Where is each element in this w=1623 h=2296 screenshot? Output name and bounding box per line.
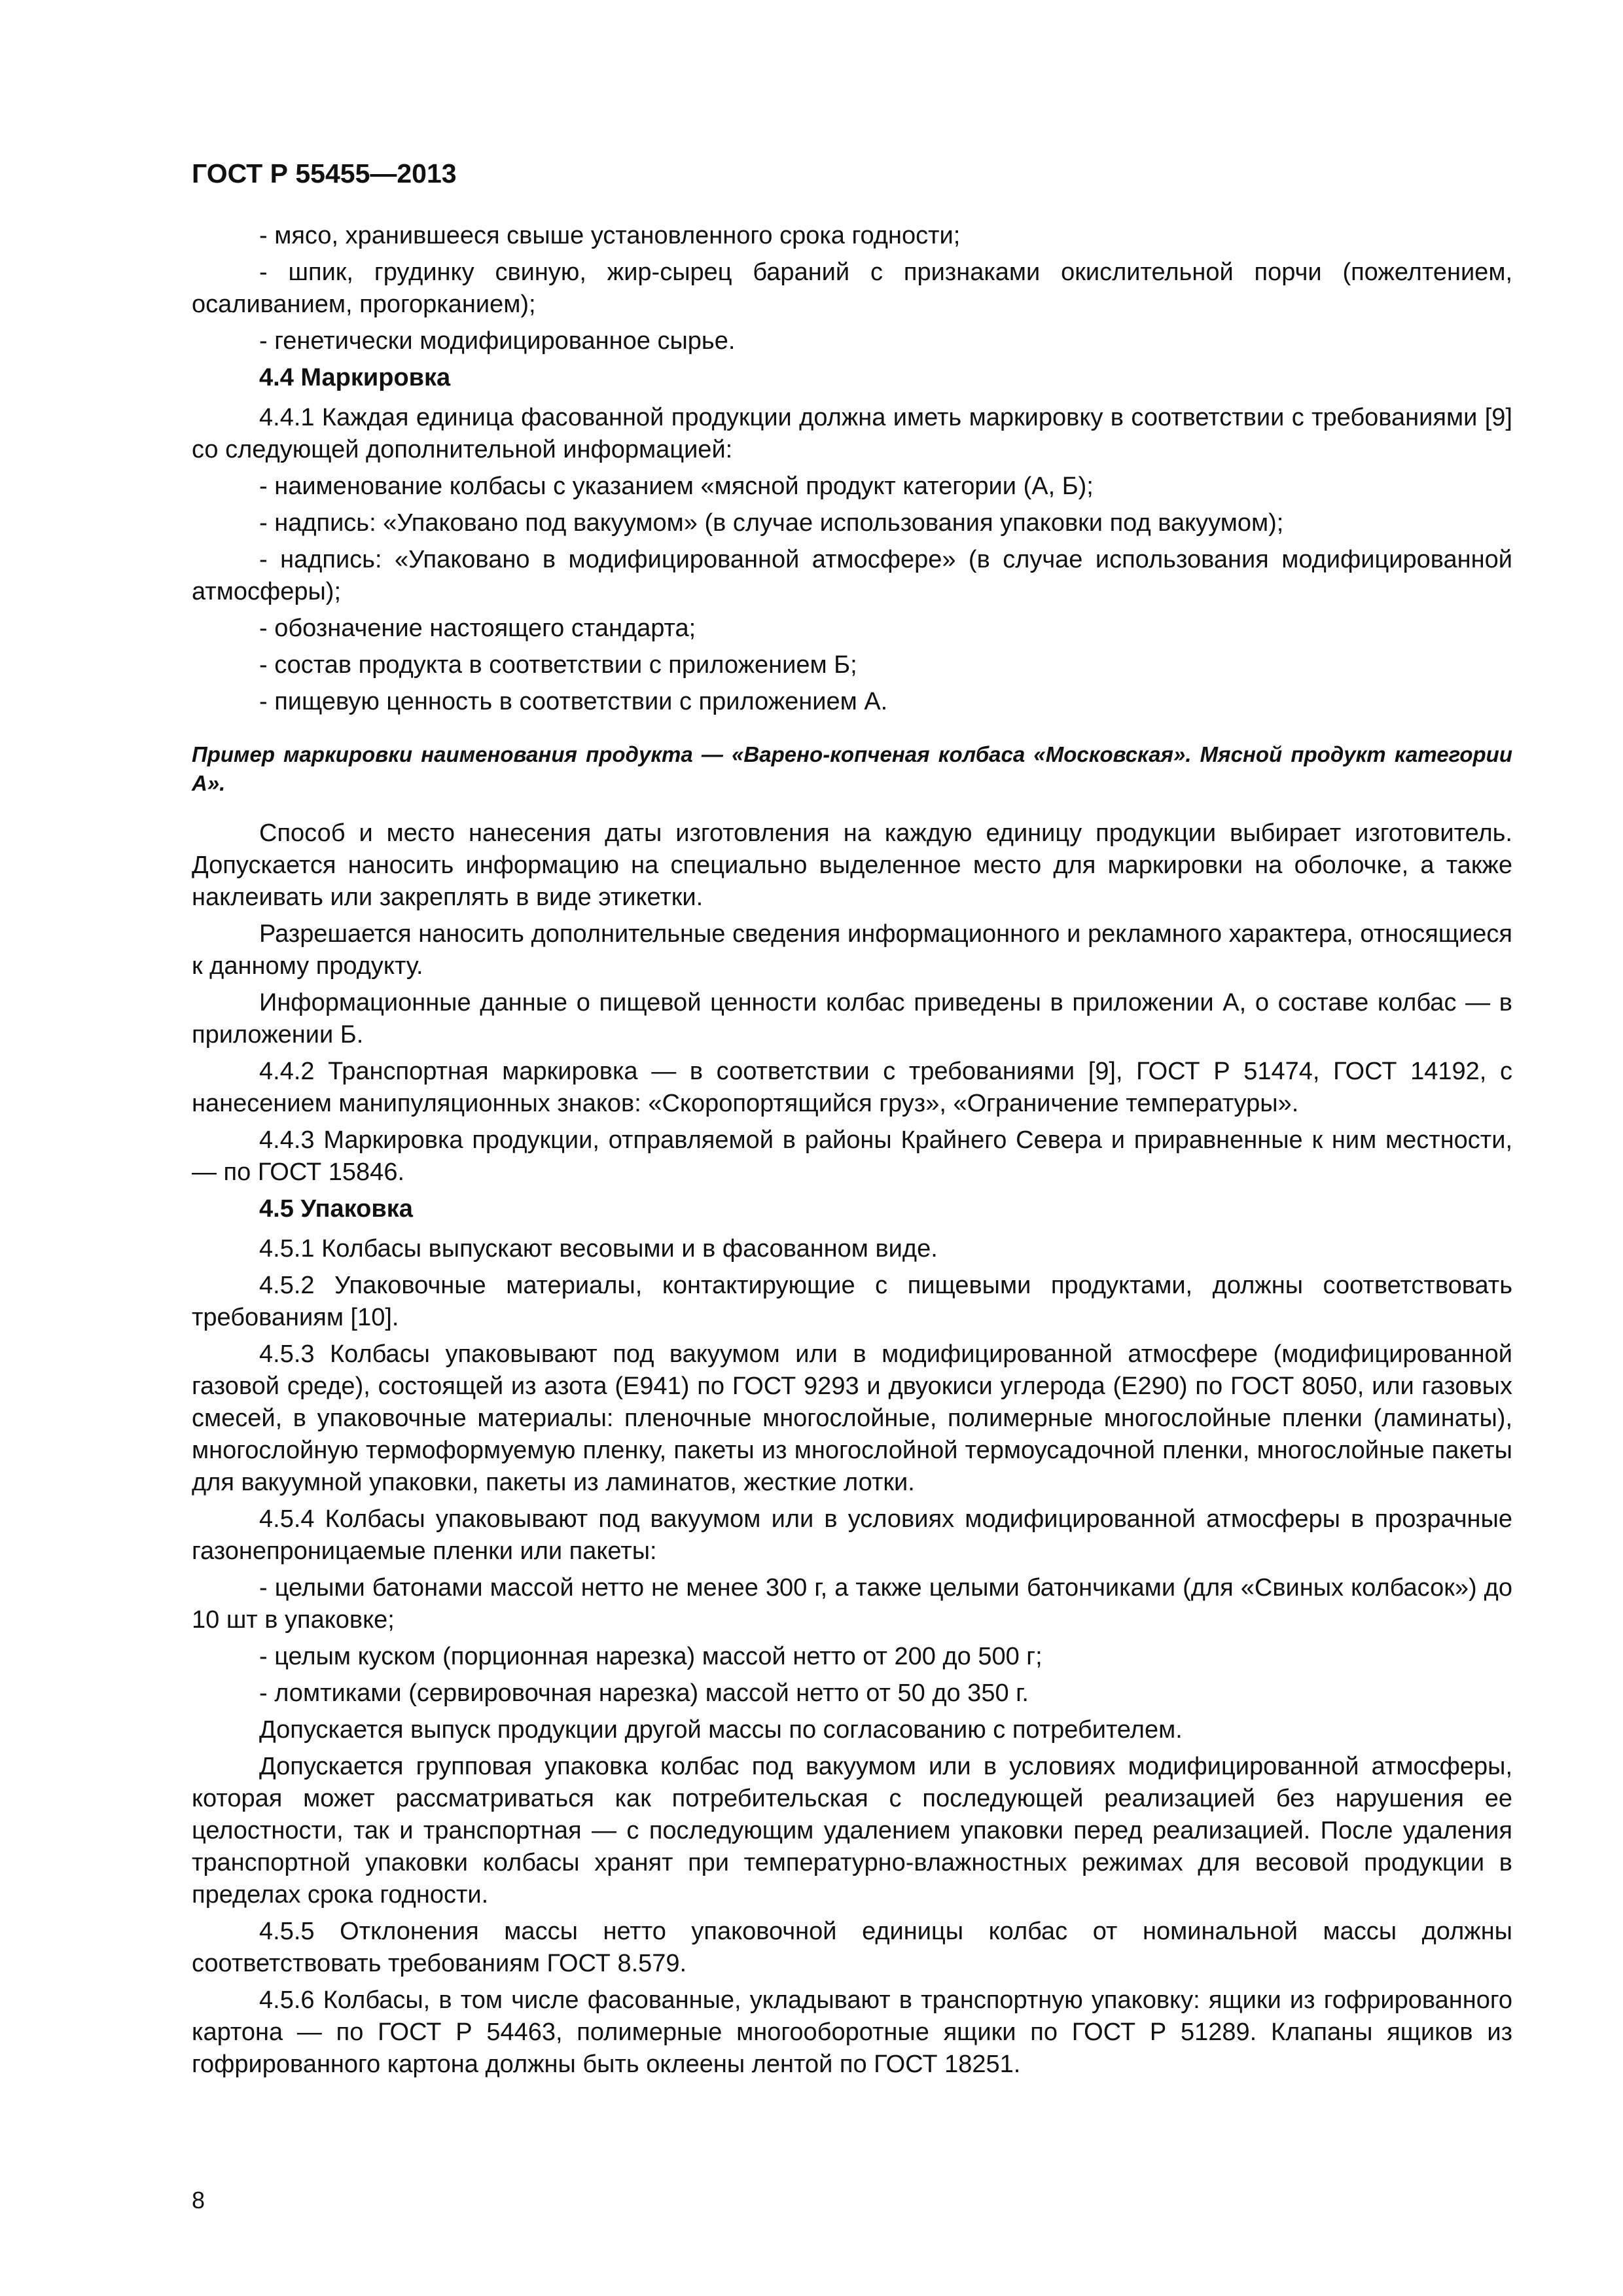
paragraph: 4.5.4 Колбасы упаковывают под вакуумом или в условиях модифицированной атмосферы в прозрачные газонепроницаемые пленки или пакеты: (192, 1505, 1512, 1565)
paragraph: 4.5.3 Колбасы упаковывают под вакуумом или в модифицированной атмосфере (модифицированной газовой среде), состоящей из азота (Е941) по ГОСТ 9293 и двуокиси углерода (Е290) по ГОСТ 8050, или газовых смесей, в упаковочные материалы: пленочные многослойные, полимерные многослойные пленки (ламинаты), многослойную термоформуемую пленку, пакеты из многослойной термоусадочной пленки, многослойные пакеты для вакуумной упаковки, пакеты из ламинатов, жесткие лотки. (192, 1340, 1512, 1496)
paragraph: Допускается групповая упаковка колбас под вакуумом или в условиях модифицированной атмосферы, которая может рассматриваться как потребительская с последующей реализацией без нарушения ее целостности, так и транспортная — с последующим удалением упаковки перед реализацией. После удаления транспортной упаковки колбасы хранят при температурно-влажностных режимах для весовой продукции в пределах срока годности. (192, 1753, 1512, 1909)
paragraph: Способ и место нанесения даты изготовления на каждую единицу продукции выбирает изготовитель. Допускается наносить информацию на специально выделенное место для маркировки на оболочке, а также наклеивать или закреплять в виде этикетки. (192, 819, 1512, 911)
body-text (192, 220, 1512, 2081)
list-item: - надпись: «Упаковано под вакуумом» (в случае использования упаковки под вакуумом); (259, 509, 1284, 537)
page-number: 8 (192, 2187, 205, 2214)
paragraph: 4.4.3 Маркировка продукции, отправляемой в районы Крайнего Севера и приравненные к ним местности, — по ГОСТ 15846. (192, 1126, 1512, 1186)
list-item: - мясо, хранившееся свыше установленного срока годности; (259, 222, 961, 249)
list-item: - генетически модифицированное сырье. (259, 327, 736, 355)
list-item: - шпик, грудинку свиную, жир-сырец бараний с признаками окислительной порчи (пожелтением, осаливанием, прогорканием); (192, 259, 1512, 318)
document-header: ГОСТ Р 55455—2013 (192, 158, 457, 188)
paragraph: Разрешается наносить дополнительные сведения информационного и рекламного характера, относящиеся к данному продукту. (192, 920, 1512, 980)
paragraph: 4.4.2 Транспортная маркировка — в соответствии с требованиями [9], ГОСТ Р 51474, ГОСТ 14192, с нанесением манипуляционных знаков: «Скоропортящийся груз», «Ограничение температуры». (192, 1058, 1512, 1117)
list-item: - целыми батонами массой нетто не менее 300 г, а также целыми батончиками (для «Свиных колбасок») до 10 шт в упаковке; (192, 1574, 1512, 1634)
paragraph: Информационные данные о пищевой ценности колбас приведены в приложении А, о составе колбас — в приложении Б. (192, 989, 1512, 1049)
section-heading: 4.4 Маркировка (259, 364, 451, 391)
list-item: - ломтиками (сервировочная нарезка) массой нетто от 50 до 350 г. (259, 1679, 1029, 1707)
list-item: - пищевую ценность в соответствии с приложением А. (259, 688, 888, 715)
list-item: - обозначение настоящего стандарта; (259, 615, 696, 642)
example-note: Пример маркировки наименования продукта — «Варено-копченая колбаса «Московская». Мясной продукт категории А». (192, 742, 1512, 795)
paragraph: 4.5.1 Колбасы выпускают весовыми и в фасованном виде. (259, 1235, 938, 1263)
list-item: - надпись: «Упаковано в модифицированной атмосфере» (в случае использования модифицированной атмосферы); (192, 546, 1512, 605)
paragraph: 4.4.1 Каждая единица фасованной продукции должна иметь маркировку в соответствии с требованиями [9] со следующей дополнительной информацией: (192, 404, 1512, 463)
paragraph: 4.5.5 Отклонения массы нетто упаковочной единицы колбас от номинальной массы должны соответствовать требованиям ГОСТ 8.579. (192, 1918, 1512, 1977)
list-item: - состав продукта в соответствии с приложением Б; (259, 651, 857, 679)
list-item: - целым куском (порционная нарезка) массой нетто от 200 до 500 г; (259, 1643, 1043, 1670)
section-heading: 4.5 Упаковка (259, 1195, 413, 1223)
page-content (192, 157, 1512, 2085)
paragraph: Допускается выпуск продукции другой массы по согласованию с потребителем. (259, 1716, 1183, 1744)
paragraph: 4.5.6 Колбасы, в том числе фасованные, укладывают в транспортную упаковку: ящики из гофрированного картона — по ГОСТ Р 54463, полимерные многооборотные ящики по ГОСТ Р 51289. Клапаны ящиков из гофрированного картона должны быть оклеены лентой по ГОСТ 18251. (192, 1986, 1512, 2078)
list-item: - наименование колбасы с указанием «мясной продукт категории (А, Б); (259, 473, 1094, 500)
paragraph: 4.5.2 Упаковочные материалы, контактирующие с пищевыми продуктами, должны соответствовать требованиям [10]. (192, 1272, 1512, 1331)
